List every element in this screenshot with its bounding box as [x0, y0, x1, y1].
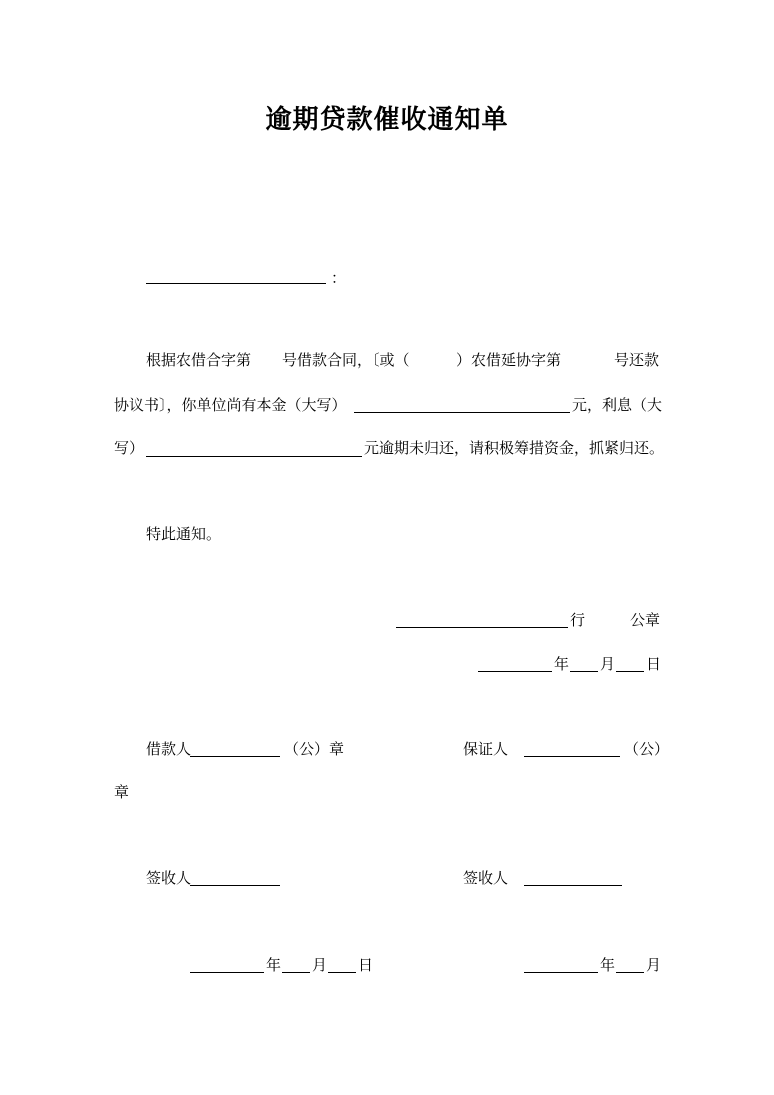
receipt-right-blank[interactable]: [524, 884, 622, 886]
borrower-seal-suffix: （公）章: [284, 740, 345, 758]
notice-text: 特此通知。: [146, 525, 222, 543]
bank-name-blank[interactable]: [396, 626, 568, 628]
left-day-blank[interactable]: [328, 971, 356, 973]
document-title: 逾期贷款催收通知单: [265, 105, 509, 135]
left-month-label: 月: [312, 956, 328, 974]
bank-label: 行: [570, 611, 586, 629]
left-month-blank[interactable]: [282, 971, 310, 973]
right-year-blank[interactable]: [524, 971, 598, 973]
body-p1-d: 号还款: [614, 351, 660, 369]
bank-year-label: 年: [554, 655, 570, 673]
right-year-label: 年: [600, 956, 616, 974]
guarantor-blank[interactable]: [524, 755, 620, 757]
receipt-right-label: 签收人: [463, 869, 509, 887]
borrower-label: 借款人: [146, 740, 192, 758]
guarantor-seal-wrap: 章: [114, 783, 130, 801]
body-p2-a: 协议书〕，你单位尚有本金（大写）: [114, 396, 347, 414]
recipient-blank[interactable]: [146, 282, 326, 284]
body-p3-b: 元逾期未归还，请积极筹措资金，抓紧归还。: [364, 439, 665, 457]
bank-seal-label: 公章: [630, 611, 661, 629]
body-p1-b: 号借款合同，〔或（: [282, 351, 410, 369]
body-p3-a: 写）: [114, 439, 145, 457]
right-month-blank[interactable]: [616, 971, 644, 973]
bank-day-blank[interactable]: [616, 670, 644, 672]
guarantor-seal-suffix: （公）: [624, 740, 670, 758]
bank-month-label: 月: [600, 655, 616, 673]
right-month-label: 月: [646, 956, 662, 974]
interest-blank[interactable]: [146, 455, 362, 457]
bank-month-blank[interactable]: [570, 670, 598, 672]
guarantor-label: 保证人: [463, 740, 509, 758]
body-p1-c: ）农借延协字第: [456, 351, 562, 369]
left-year-label: 年: [266, 956, 282, 974]
salutation-colon: ：: [331, 269, 347, 287]
principal-blank[interactable]: [354, 411, 570, 413]
borrower-blank[interactable]: [190, 755, 280, 757]
bank-day-label: 日: [646, 655, 662, 673]
left-year-blank[interactable]: [190, 971, 264, 973]
bank-year-blank[interactable]: [478, 670, 552, 672]
left-day-label: 日: [358, 956, 374, 974]
receipt-left-label: 签收人: [146, 869, 192, 887]
body-p2-b: 元，利息（大: [572, 396, 663, 414]
receipt-left-blank[interactable]: [190, 884, 280, 886]
body-p1-a: 根据农借合字第: [146, 351, 252, 369]
